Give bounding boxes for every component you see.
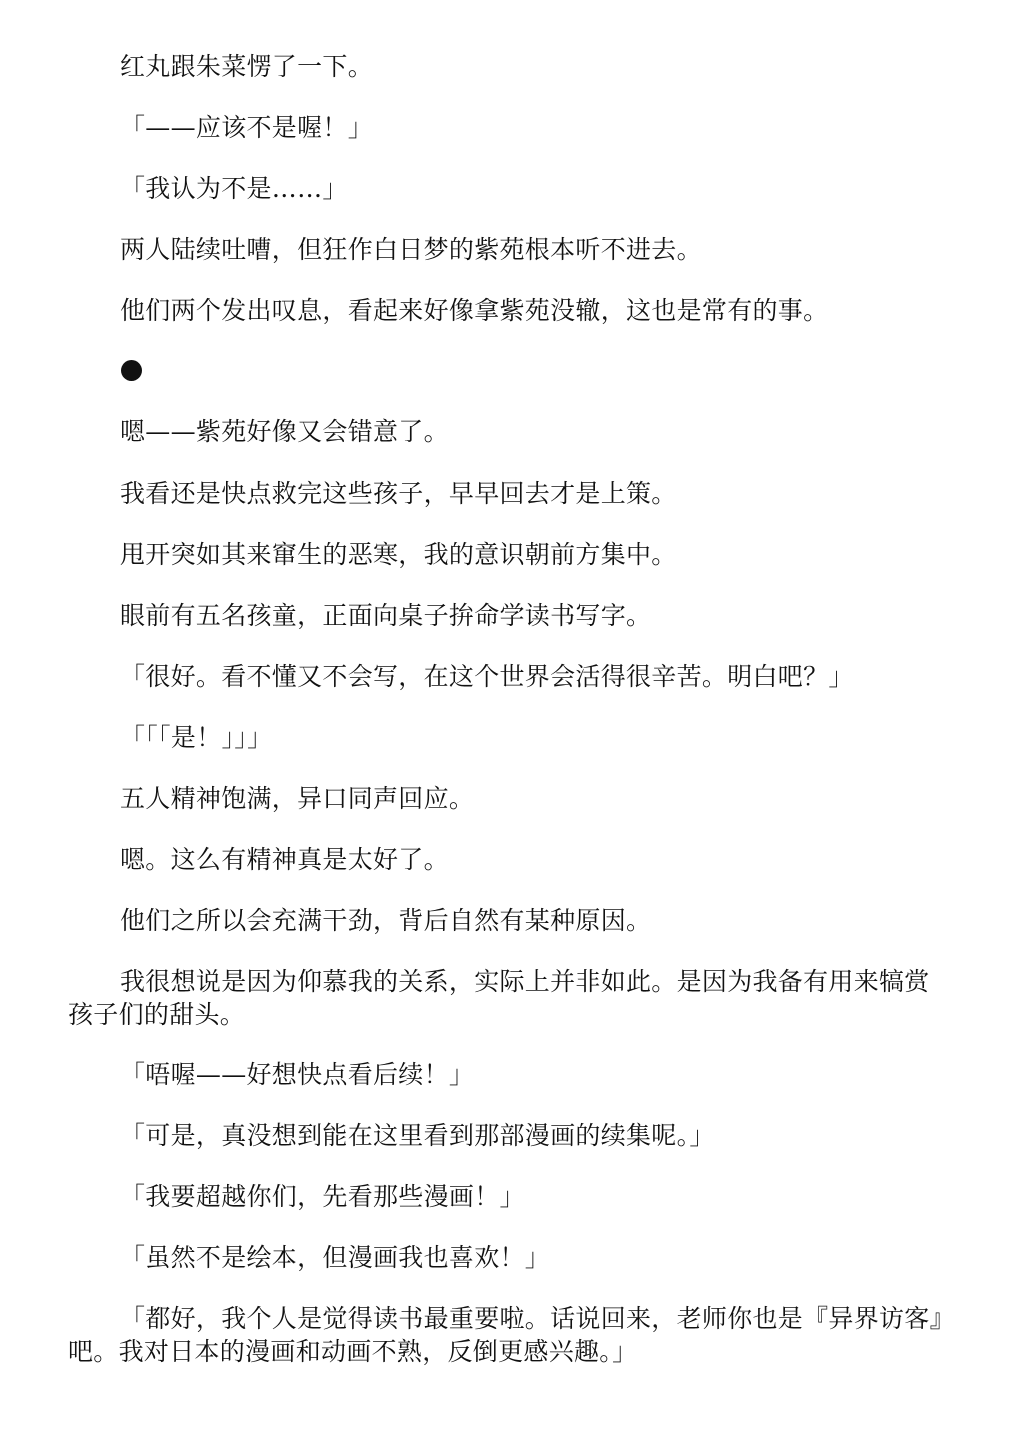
paragraph: 他们两个发出叹息，看起来好像拿紫苑没辙，这也是常有的事。 bbox=[120, 296, 829, 325]
paragraph: 他们之所以会充满干劲，背后自然有某种原因。 bbox=[120, 906, 652, 935]
paragraph: 「唔喔——好想快点看后续！」 bbox=[120, 1060, 475, 1089]
paragraph: 「我要超越你们，先看那些漫画！」 bbox=[120, 1182, 525, 1211]
paragraph: 五人精神饱满，异口同声回应。 bbox=[120, 784, 475, 813]
paragraph: 红丸跟朱菜愣了一下。 bbox=[120, 52, 374, 81]
paragraph: 「虽然不是绘本，但漫画我也喜欢！」 bbox=[120, 1243, 551, 1272]
paragraph: 「可是，真没想到能在这里看到那部漫画的续集呢。」 bbox=[120, 1121, 715, 1150]
paragraph: 「都好，我个人是觉得读书最重要啦。话说回来，老师你也是『异界访客』吧。我对日本的漫画和动画不熟，反倒更感兴趣。」 bbox=[68, 1304, 943, 1366]
paragraph: 嗯。这么有精神真是太好了。 bbox=[120, 845, 449, 874]
section-break-icon bbox=[121, 360, 142, 381]
paragraph: 「——应该不是喔！」 bbox=[120, 113, 374, 142]
paragraph: 嗯——紫苑好像又会错意了。 bbox=[120, 417, 449, 446]
paragraph: 眼前有五名孩童，正面向桌子拚命学读书写字。 bbox=[120, 601, 652, 630]
paragraph: 「「「是！」」」 bbox=[120, 723, 273, 752]
paragraph: 甩开突如其来窜生的恶寒，我的意识朝前方集中。 bbox=[120, 540, 677, 569]
paragraph: 我看还是快点救完这些孩子，早早回去才是上策。 bbox=[120, 479, 677, 508]
paragraph: 「我认为不是……」 bbox=[120, 174, 348, 203]
paragraph: 「很好。看不懂又不会写，在这个世界会活得很辛苦。明白吧？」 bbox=[120, 662, 854, 691]
paragraph: 两人陆续吐嘈，但狂作白日梦的紫苑根本听不进去。 bbox=[120, 235, 702, 264]
paragraph: 我很想说是因为仰慕我的关系，实际上并非如此。是因为我备有用来犒赏孩子们的甜头。 bbox=[68, 967, 930, 1029]
